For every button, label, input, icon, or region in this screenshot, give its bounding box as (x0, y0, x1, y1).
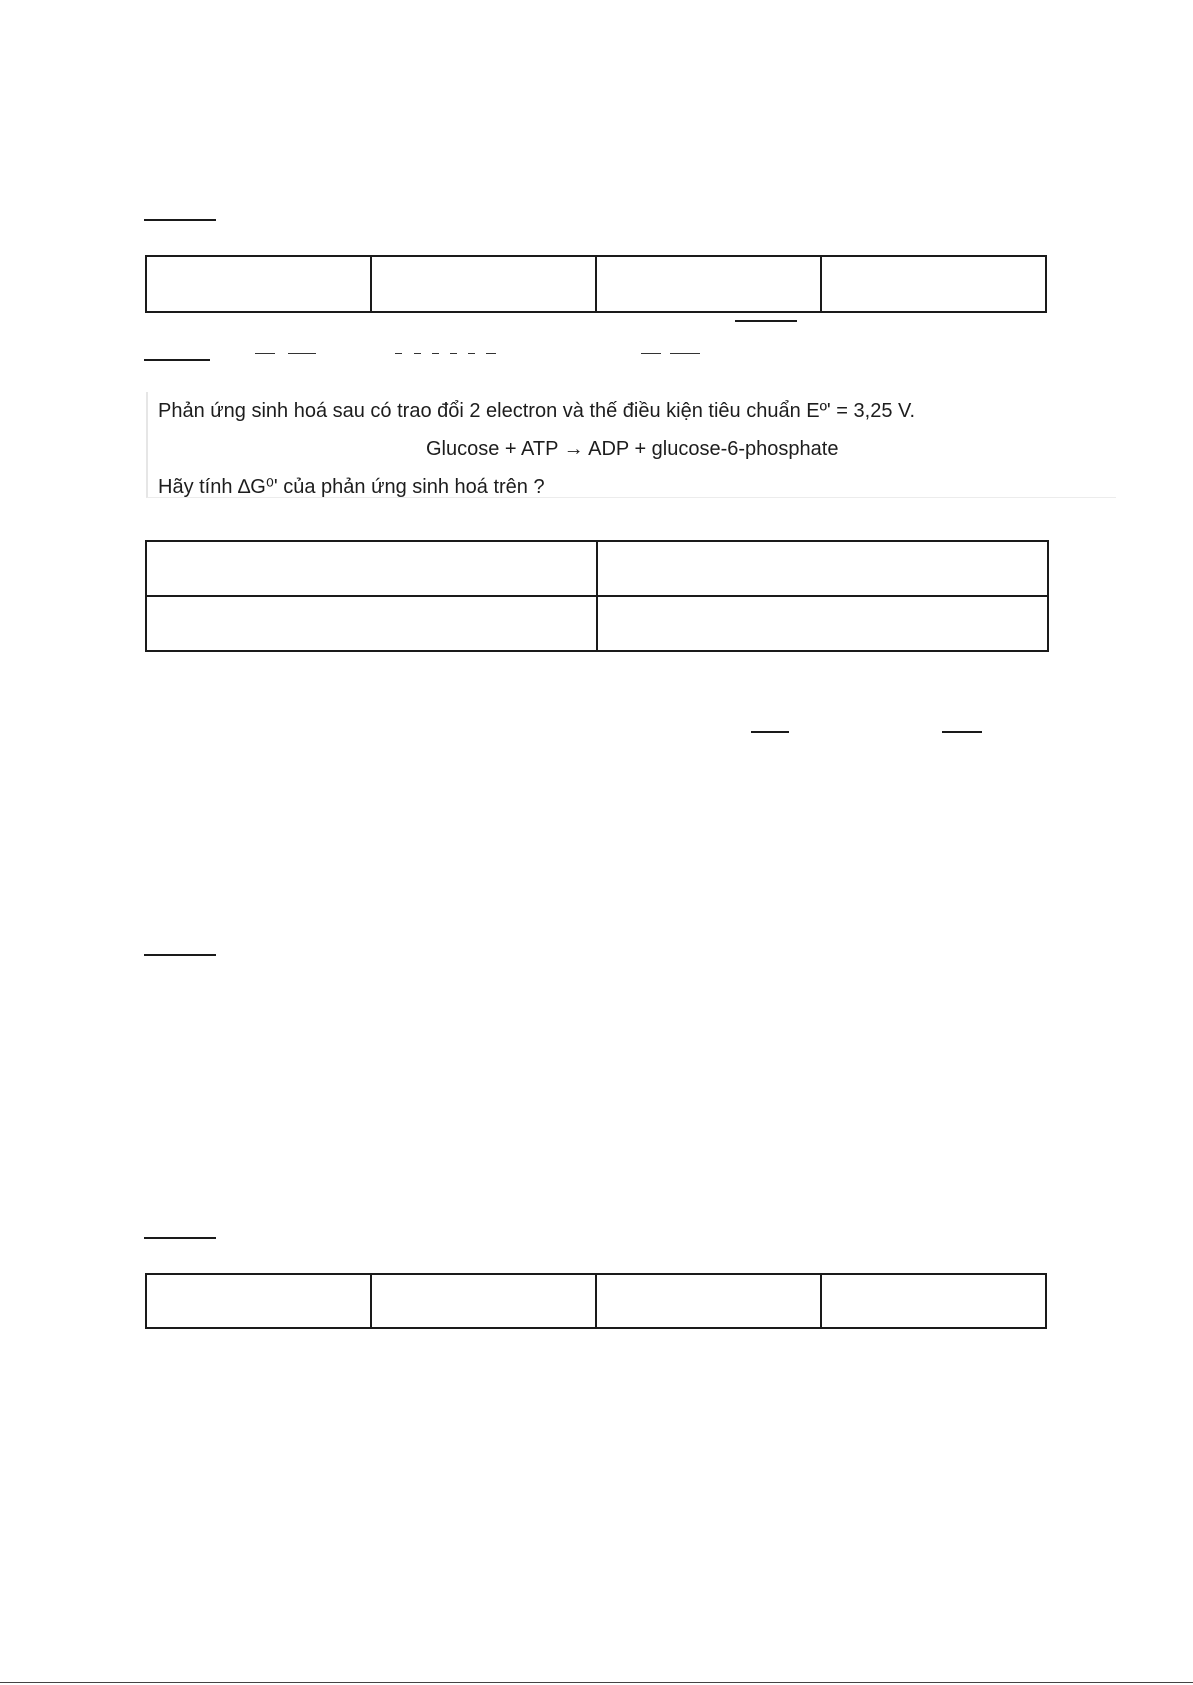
answer-cell-1b[interactable] (371, 256, 596, 312)
answer-cell-2b[interactable] (597, 541, 1048, 596)
section-underline-1 (144, 219, 216, 221)
marker-dash (414, 353, 421, 354)
marker-dash (432, 353, 439, 354)
marker-dash (395, 353, 402, 354)
answer-cell-4d[interactable] (821, 1274, 1046, 1328)
answer-cell-2a[interactable] (146, 541, 597, 596)
answer-cell-1a[interactable] (146, 256, 371, 312)
marker-dash (670, 353, 700, 354)
marker-line-2a (735, 320, 797, 322)
answer-cell-1c[interactable] (596, 256, 821, 312)
question-line-3: Hãy tính ∆G⁰' của phản ứng sinh hoá trên ? (158, 476, 545, 498)
answer-cell-2d[interactable] (597, 596, 1048, 651)
answer-cell-2c[interactable] (146, 596, 597, 651)
section-underline-2 (144, 359, 210, 361)
answer-table-1 (145, 255, 1047, 313)
answer-table-4 (145, 1273, 1047, 1329)
marker-line-2b (751, 731, 789, 733)
question-line-1: Phản ứng sinh hoá sau có trao đổi 2 electron và thế điều kiện tiêu chuẩn Eº' = 3,25 V. (158, 400, 916, 422)
question-box (146, 392, 1116, 498)
marker-dash (641, 353, 661, 354)
marker-dash (288, 353, 316, 354)
marker-dash (450, 353, 457, 354)
answer-cell-4a[interactable] (146, 1274, 371, 1328)
marker-dash (486, 353, 496, 354)
marker-line-2c (942, 731, 982, 733)
answer-cell-4b[interactable] (371, 1274, 596, 1328)
marker-dash (255, 353, 275, 354)
section-underline-4 (144, 1237, 216, 1239)
page-bottom-edge (0, 1682, 1193, 1683)
question-equation: Glucose + ATP → ADP + glucose-6-phosphate (426, 438, 839, 460)
answer-cell-4c[interactable] (596, 1274, 821, 1328)
section-underline-3 (144, 954, 216, 956)
answer-cell-1d[interactable] (821, 256, 1046, 312)
marker-dash (468, 353, 475, 354)
answer-table-2 (145, 540, 1049, 652)
